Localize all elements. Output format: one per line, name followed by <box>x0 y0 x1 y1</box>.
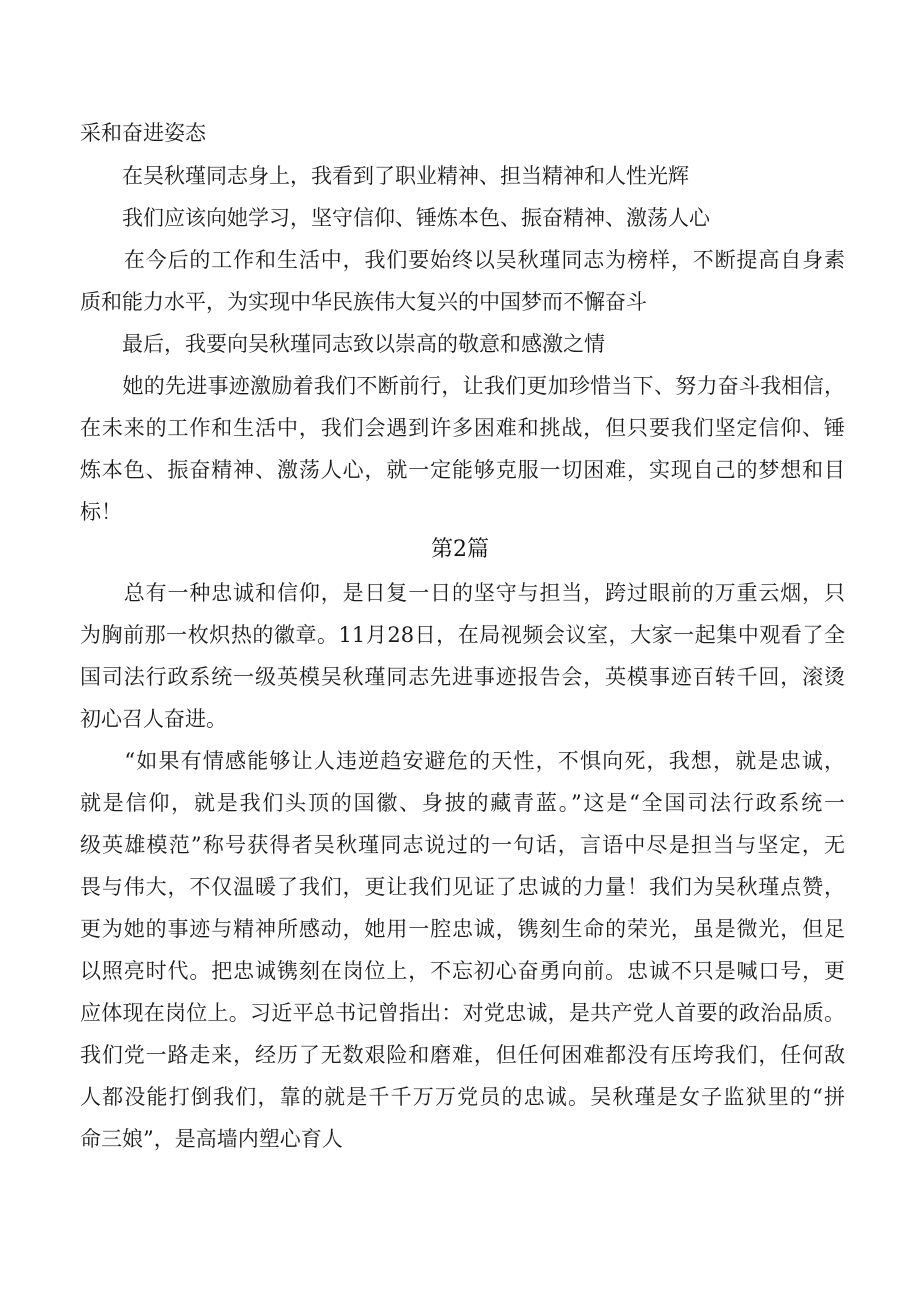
text-line: 命三娘”，是高墙内塑心育人 <box>80 1127 343 1151</box>
text-line: 炼本色、振奋精神、激荡人心，就一定能够克服一切困难，实现自己的梦想和目 <box>80 458 845 482</box>
text-line: 标！ <box>80 500 122 524</box>
text-line: 以照亮时代。把忠诚镌刻在岗位上，不忘初心奋勇向前。忠诚不只是喊口号，更 <box>80 959 845 983</box>
text-line: 更为她的事迹与精神所感动，她用一腔忠诚，镌刻生命的荣光，虽是微光，但足 <box>80 917 845 941</box>
text-line: 采和奋进姿态 <box>80 121 206 145</box>
text-line: 我们应该向她学习，坚守信仰、锤炼本色、振奋精神、激荡人心 <box>80 206 710 230</box>
text-line: 在吴秋瑾同志身上，我看到了职业精神、担当精神和人性光辉 <box>80 164 689 188</box>
text-line: 初心召人奋进。 <box>80 707 227 731</box>
text-line: 最后，我要向吴秋瑾同志致以崇高的敬意和感激之情 <box>80 332 605 356</box>
text-line: 她的先进事迹激励着我们不断前行，让我们更加珍惜当下、努力奋斗我相信， <box>80 374 845 398</box>
text-line: 总有一种忠诚和信仰，是日复一日的坚守与担当，跨过眼前的万重云烟，只 <box>80 581 845 605</box>
text-line: 应体现在岗位上。习近平总书记曾指出：对党忠诚，是共产党人首要的政治品质。 <box>80 1001 845 1025</box>
text-line: 在今后的工作和生活中，我们要始终以吴秋瑾同志为榜样，不断提高自身素 <box>80 248 845 272</box>
text-line: 就是信仰，就是我们头顶的国徽、身披的藏青蓝。”这是“全国司法行政系统一 <box>80 791 845 815</box>
text-line: 人都没能打倒我们，靠的就是千千万万党员的忠诚。吴秋瑾是女子监狱里的“拼 <box>80 1085 845 1109</box>
text-line: 我们党一路走来，经历了无数艰险和磨难，但任何困难都没有压垮我们，任何敌 <box>80 1043 845 1067</box>
text-line: “如果有情感能够让人违逆趋安避危的天性，不惧向死，我想，就是忠诚， <box>80 749 845 773</box>
section-heading: 第2篇 <box>431 537 489 562</box>
text-line: 畏与伟大，不仅温暖了我们，更让我们见证了忠诚的力量！我们为吴秋瑾点赞， <box>80 875 845 899</box>
text-line: 质和能力水平，为实现中华民族伟大复兴的中国梦而不懈奋斗 <box>80 290 647 314</box>
text-line: 在未来的工作和生活中，我们会遇到许多困难和挑战，但只要我们坚定信仰、锤 <box>80 416 845 440</box>
text-line: 为胸前那一枚炽热的徽章。11月28日，在局视频会议室，大家一起集中观看了全 <box>80 623 845 647</box>
text-line: 国司法行政系统一级英模吴秋瑾同志先进事迹报告会，英模事迹百转千回，滚烫 <box>80 665 845 689</box>
text-line: 级英雄模范”称号获得者吴秋瑾同志说过的一句话，言语中尽是担当与坚定，无 <box>80 833 845 857</box>
